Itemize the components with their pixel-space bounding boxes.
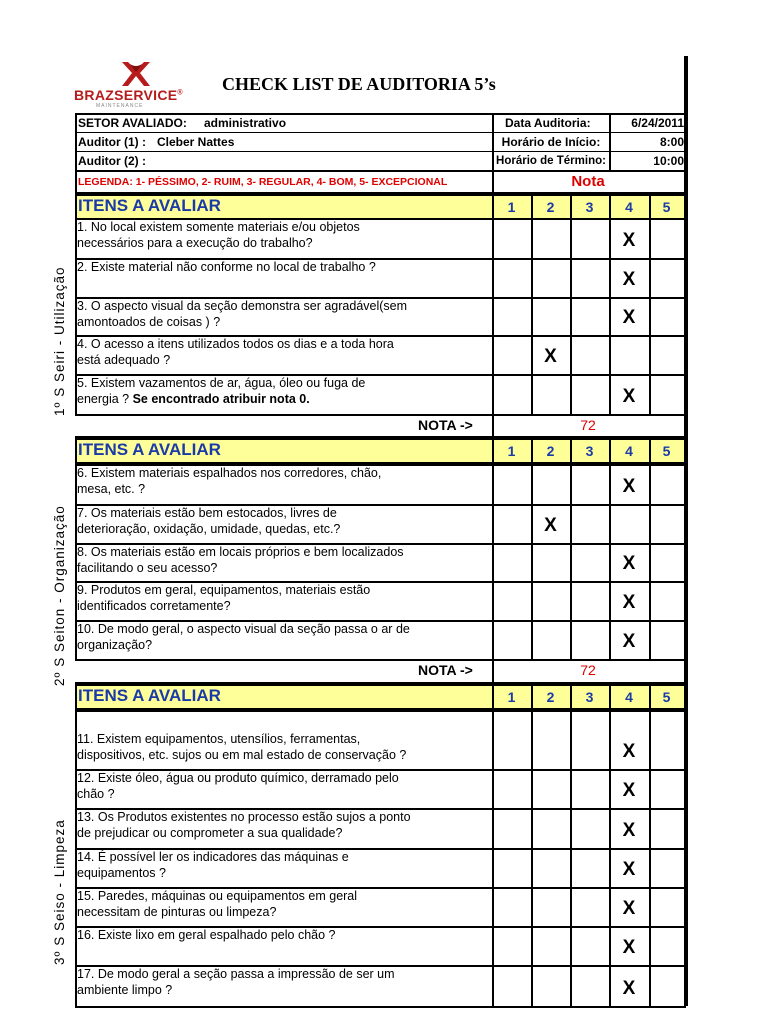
data-auditoria-value: 6/24/2011 — [631, 116, 684, 130]
header-left-line — [75, 113, 77, 192]
item-text: chão ? — [77, 787, 115, 801]
section-2-nota-value: 72 — [580, 662, 596, 678]
section-1-scale-3: 3 — [585, 199, 594, 215]
section-3-header-label: ITENS A AVALIAR — [78, 686, 221, 705]
section-3-item-1-mark: X — [622, 741, 636, 762]
section-3-item-2-line1: 12. Existe óleo, água ou produto químico, derramado pelo — [77, 771, 399, 785]
section-2-item-4-line1: 9. Produtos em geral, equipamentos, materiais estão — [77, 583, 371, 597]
section-1-side-label: 1º S Seiri - Utilização — [52, 266, 67, 416]
section-3-scale-2: 2 — [546, 689, 555, 705]
page-title: CHECK LIST DE AUDITORIA 5’s — [222, 74, 496, 94]
item-text: identificados corretamente? — [77, 599, 231, 613]
section-1-item-4-line1: 4. O acesso a itens utilizados todos os dias e a toda hora — [77, 337, 394, 351]
section-2-item-1-line1: 6. Existem materiais espalhados nos corredores, chão, — [77, 466, 382, 480]
section-1-item-1-line1: 1. No local existem somente materiais e/ou objetos — [77, 220, 360, 234]
grid-line — [649, 464, 651, 659]
horario-termino-value: 10:00 — [653, 154, 684, 168]
section-3-scale-3: 3 — [585, 689, 594, 705]
section-2-scale-4: 4 — [625, 443, 633, 459]
section-1-scale-2: 2 — [546, 199, 555, 215]
section-2-item-1-line2 — [77, 482, 491, 498]
section-1-scale-4: 4 — [625, 199, 633, 215]
section-2-item-5-line2 — [77, 638, 491, 654]
section-2-item-2-line1: 7. Os materiais estão bem estocados, livres de — [77, 506, 337, 520]
grid-line — [75, 170, 686, 172]
section-2-nota-label: NOTA -> — [418, 662, 473, 678]
section-1-item-2-mark: X — [622, 269, 636, 290]
item-text: energia ? — [77, 392, 130, 406]
grid-line — [570, 710, 572, 1006]
grid-line — [75, 151, 686, 152]
horario-termino-label: Horário de Término: — [496, 155, 606, 167]
section-3-item-5-line1: 15. Paredes, máquinas ou equipamentos em geral — [77, 889, 358, 903]
item-text: de prejudicar ou comprometer a sua qualidade? — [77, 826, 343, 840]
section-3-item-7-mark: X — [622, 978, 636, 999]
section-1-item-3-line2 — [77, 315, 491, 331]
logo-registered: ® — [177, 89, 183, 97]
item-note-bold: Se encontrado atribuir nota 0. — [129, 392, 310, 406]
item-text: necessários para a execução do trabalho? — [77, 236, 313, 250]
grid-line — [649, 710, 651, 1006]
logo-name: BRAZSERVICE — [74, 87, 178, 103]
section-3-item-4-line2 — [77, 866, 491, 882]
section-2-scale-5: 5 — [662, 443, 671, 459]
grid-line — [570, 218, 572, 414]
section-3-item-3-line1: 13. Os Produtos existentes no processo estão sujos a ponto — [77, 810, 411, 824]
data-auditoria-label: Data Auditoria: — [505, 116, 591, 130]
brazservice-logo — [70, 58, 202, 112]
right-border — [684, 56, 688, 1006]
section-3-item-4-line1: 14. É possível ler os indicadores das máquinas e — [77, 850, 349, 864]
grid-line — [531, 464, 533, 659]
section-3-item-3-mark: X — [622, 820, 636, 841]
section-1-item-3-line1: 3. O aspecto visual da seção demonstra ser agradável(sem — [77, 299, 408, 313]
grid-line — [570, 464, 572, 659]
grid-line — [492, 710, 494, 1006]
section-2-item-3-line1: 8. Os materiais estão em locais próprios e bem localizados — [77, 545, 404, 559]
section-3-side-label: 3º S Seiso - Limpeza — [52, 819, 67, 965]
section-1-item-4-mark: X — [544, 346, 557, 367]
section-2-item-4-mark: X — [622, 592, 636, 613]
item-text: está adequado ? — [77, 353, 171, 367]
section-2-item-2-mark: X — [544, 515, 557, 536]
section-3-item-2-mark: X — [622, 780, 636, 801]
item-text: deterioração, oxidação, umidade, quedas, etc.? — [77, 522, 341, 536]
section-2-header-label: ITENS A AVALIAR — [78, 440, 221, 459]
item-text: organização? — [77, 638, 153, 652]
auditor2-label: Auditor (2) : — [78, 154, 146, 168]
item-text: dispositivos, etc. sujos ou em mal estado de conservação ? — [77, 748, 407, 762]
section-1-item-4-line2 — [77, 353, 491, 369]
section-1-nota-label: NOTA -> — [418, 417, 473, 433]
section-1-item-5-mark: X — [622, 386, 636, 407]
item-text: amontoados de coisas ) ? — [77, 315, 221, 329]
nota-column-header: Nota — [571, 173, 605, 190]
grid-line — [649, 218, 651, 414]
section-3-item-5-line2 — [77, 905, 491, 921]
section-2-item-4-line2 — [77, 599, 491, 615]
section-1-scale-5: 5 — [662, 199, 671, 215]
section-2-side-label: 2º S Seiton - Organização — [52, 505, 67, 686]
horario-inicio-value: 8:00 — [659, 135, 684, 149]
grid-line — [75, 659, 686, 661]
section-3-item-2-line2 — [77, 787, 491, 803]
section-1-item-2-line1: 2. Existe material não conforme no local de trabalho ? — [77, 260, 376, 274]
header-top-line — [75, 113, 686, 115]
grid-line — [531, 218, 533, 414]
section-3-item-1-line2 — [77, 748, 491, 764]
horario-inicio-label: Horário de Início: — [501, 135, 601, 149]
section-3-item-5-mark: X — [622, 898, 636, 919]
grid-line — [75, 132, 686, 133]
item-text: necessitam de pinturas ou limpeza? — [77, 905, 277, 919]
section-1-item-3-mark: X — [622, 307, 636, 328]
setor-value: administrativo — [204, 116, 287, 130]
section-3-item-1-line1: 11. Existem equipamentos, utensílios, ferramentas, — [77, 732, 361, 746]
section-1-header-label: ITENS A AVALIAR — [78, 196, 221, 215]
section-3-item-6-mark: X — [622, 937, 636, 958]
auditor1-label: Auditor (1) : — [78, 135, 146, 149]
section-3-scale-1: 1 — [507, 689, 516, 705]
grid-line — [75, 710, 686, 712]
section-2-scale-2: 2 — [546, 443, 555, 459]
item-text: ambiente limpo ? — [77, 983, 173, 997]
section-3-item-7-line2 — [77, 983, 491, 999]
grid-line — [531, 710, 533, 1006]
section-2-item-3-line2 — [77, 561, 491, 577]
section-2-item-5-mark: X — [622, 631, 636, 652]
section-1-nota-value: 72 — [580, 417, 596, 433]
grid-line — [492, 113, 494, 170]
grid-line — [492, 218, 494, 414]
section-3-item-3-line2 — [77, 826, 491, 842]
logo-tagline: MAINTENANCE — [96, 103, 144, 109]
setor-label: SETOR AVALIADO: — [78, 116, 187, 130]
item-text: equipamentos ? — [77, 866, 166, 880]
section-2-item-3-mark: X — [622, 553, 636, 574]
section-1-item-1-mark: X — [622, 230, 636, 251]
section-2-scale-1: 1 — [507, 443, 516, 459]
section-1-item-5-line2 — [77, 392, 491, 408]
section-2-item-2-line2 — [77, 522, 491, 538]
auditor1-value: Cleber Nattes — [157, 135, 235, 149]
section-3-item-4-mark: X — [622, 859, 636, 880]
grid-line — [492, 464, 494, 659]
section-1-item-1-line2 — [77, 236, 491, 252]
item-text: mesa, etc. ? — [77, 482, 146, 496]
section-2-item-1-mark: X — [622, 476, 636, 497]
logo-emblem-icon — [70, 58, 202, 90]
section-3-item-7-line1: 17. De modo geral a seção passa a impressão de ser um — [77, 967, 395, 981]
grid-line — [75, 1006, 686, 1008]
section-3-scale-5: 5 — [662, 689, 671, 705]
section-3-scale-4: 4 — [625, 689, 633, 705]
grid-line — [609, 113, 611, 170]
section-3-item-6-line1: 16. Existe lixo em geral espalhado pelo chão ? — [77, 928, 336, 942]
section-1-scale-1: 1 — [507, 199, 516, 215]
grid-line — [75, 414, 686, 416]
section-1-item-5-line1: 5. Existem vazamentos de ar, água, óleo ou fuga de — [77, 376, 366, 390]
section-2-item-5-line1: 10. De modo geral, o aspecto visual da seção passa o ar de — [77, 622, 410, 636]
legend-text: LEGENDA: 1- PÉSSIMO, 2- RUIM, 3- REGULAR, 4- BOM, 5- EXCEPCIONAL — [78, 176, 448, 188]
section-2-scale-3: 3 — [585, 443, 594, 459]
item-text: facilitando o seu acesso? — [77, 561, 218, 575]
